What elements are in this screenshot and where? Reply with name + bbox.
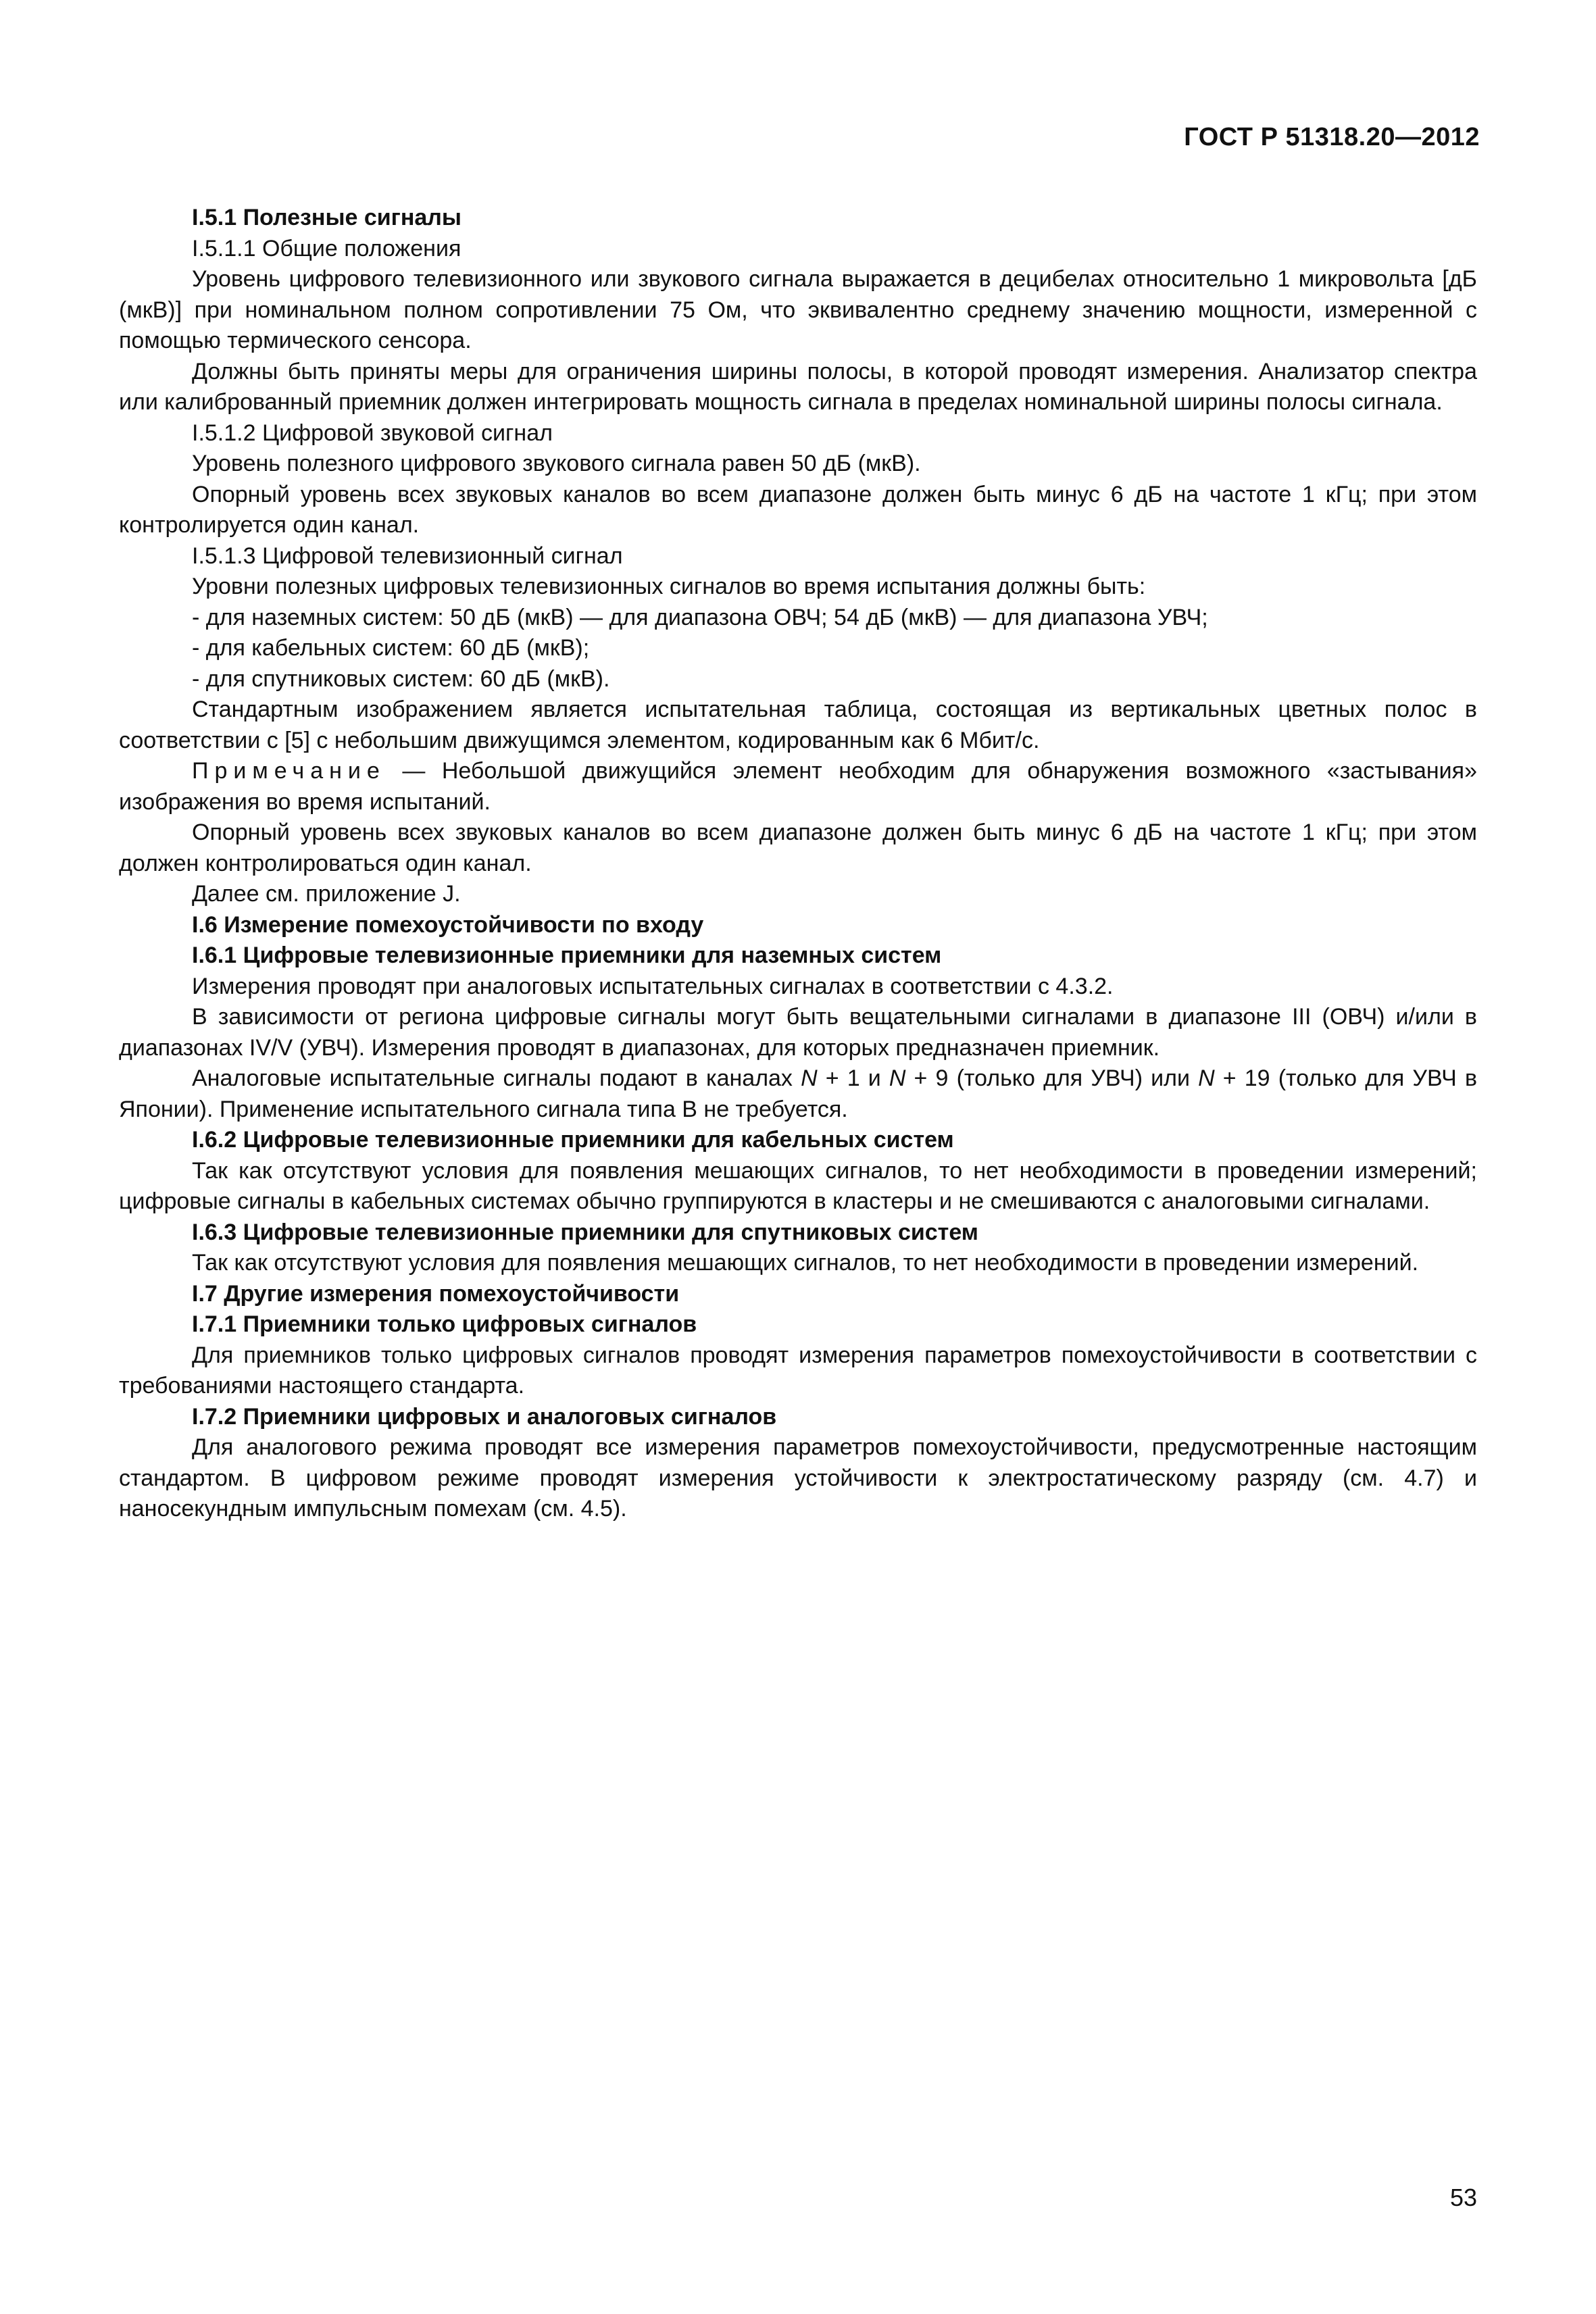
paragraph: Опорный уровень всех звуковых каналов во всем диапазоне должен быть минус 6 дБ на частоте 1 кГц; при этом должен контролироваться один канал.	[119, 820, 1477, 876]
paragraph: Аналоговые испытательные сигналы подают в каналах N + 1 и N + 9 (только для УВЧ) или N + 19 (только для УВЧ в Японии). Применение испытательного сигнала типа В не требуется.	[119, 1065, 1478, 1122]
paragraph: Уровень полезного цифрового звукового сигнала равен 50 дБ (мкВ).	[192, 451, 921, 476]
section-heading-i63: I.6.3 Цифровые телевизионные приемники для спутниковых систем	[192, 1219, 978, 1245]
section-heading-i6: I.6 Измерение помехоустойчивости по входу	[192, 911, 704, 938]
document-header: ГОСТ Р 51318.20—2012	[1184, 123, 1480, 151]
section-heading-i71: I.7.1 Приемники только цифровых сигналов	[192, 1311, 697, 1337]
paragraph: Уровень цифрового телевизионного или звукового сигнала выражается в децибелах относительно 1 микровольта [дБ (мкВ)] при номинальном полном сопротивлении 75 Ом, что эквивалентно среднему значению мощности, измеренной с помощью термического сенсора.	[119, 266, 1477, 353]
subsection-heading-i512: I.5.1.2 Цифровой звуковой сигнал	[192, 420, 553, 446]
section-heading-i7: I.7 Другие измерения помехоустойчивости	[192, 1280, 680, 1307]
paragraph: Опорный уровень всех звуковых каналов во всем диапазоне должен быть минус 6 дБ на частоте 1 кГц; при этом контролируется один канал.	[119, 481, 1477, 538]
subsection-heading-i513: I.5.1.3 Цифровой телевизионный сигнал	[192, 543, 623, 569]
page-number: 53	[1449, 2184, 1477, 2211]
paragraph: Должны быть приняты меры для ограничения ширины полосы, в которой проводят измерения. Анализатор спектра или калиброванный приемник должен интегрировать мощность сигнала в пределах номинальной ширины полосы сигнала.	[119, 358, 1477, 415]
paragraph: Так как отсутствуют условия для появления мешающих сигналов, то нет необходимости в проведении измерений; цифровые сигналы в кабельных системах обычно группируются в кластеры и не смешиваются с аналоговыми сигналами.	[119, 1157, 1477, 1214]
note-text: — Небольшой движущийся элемент необходим для обнаружения возможного «застывания» изображения во время испытаний.	[119, 758, 1477, 815]
paragraph: Уровни полезных цифровых телевизионных сигналов во время испытания должны быть:	[192, 574, 1146, 599]
section-heading-i51: I.5.1 Полезные сигналы	[192, 205, 462, 230]
variable-n: N	[801, 1065, 818, 1091]
variable-n: N	[1198, 1065, 1215, 1091]
note-label: Примечание	[192, 758, 386, 784]
section-heading-i62: I.6.2 Цифровые телевизионные приемники для кабельных систем	[192, 1127, 954, 1153]
paragraph: Стандартным изображением является испытательная таблица, состоящая из вертикальных цветных полос в соответствии с [5] с небольшим движущимся элементом, кодированным как 6 Мбит/с.	[119, 697, 1477, 753]
section-heading-i72: I.7.2 Приемники цифровых и аналоговых сигналов	[192, 1403, 777, 1430]
list-item: - для кабельных систем: 60 дБ (мкВ);	[192, 635, 590, 661]
paragraph: Для аналогового режима проводят все измерения параметров помехоустойчивости, предусмотренные настоящим стандартом. В цифровом режиме проводят измерения устойчивости к электростатическому разряду (см. 4.7) и наносекундным импульсным помехам (см. 4.5).	[119, 1434, 1477, 1521]
list-item: - для спутниковых систем: 60 дБ (мкВ).	[192, 665, 610, 692]
variable-n: N	[889, 1065, 906, 1091]
paragraph: Измерения проводят при аналоговых испытательных сигналах в соответствии с 4.3.2.	[192, 973, 1114, 999]
paragraph: Далее см. приложение J.	[192, 881, 461, 907]
list-item: - для наземных систем: 50 дБ (мкВ) — для диапазона ОВЧ; 54 дБ (мкВ) — для диапазона УВЧ;	[192, 604, 1208, 630]
note	[119, 756, 1477, 818]
paragraph: В зависимости от региона цифровые сигналы могут быть вещательными сигналами в диапазоне III (ОВЧ) и/или в диапазонах IV/V (УВЧ). Измерения проводят в диапазонах, для которых предназначен приемник.	[119, 1004, 1477, 1061]
paragraph: Для приемников только цифровых сигналов проводят измерения параметров помехоустойчивости в соответствии с требованиями настоящего стандарта.	[119, 1342, 1477, 1399]
paragraph: Так как отсутствуют условия для появления мешающих сигналов, то нет необходимости в проведении измерений.	[192, 1250, 1419, 1276]
subsection-heading-i511: I.5.1.1 Общие положения	[192, 235, 462, 261]
document-body	[119, 203, 1477, 1525]
section-heading-i61: I.6.1 Цифровые телевизионные приемники для наземных систем	[192, 942, 942, 968]
